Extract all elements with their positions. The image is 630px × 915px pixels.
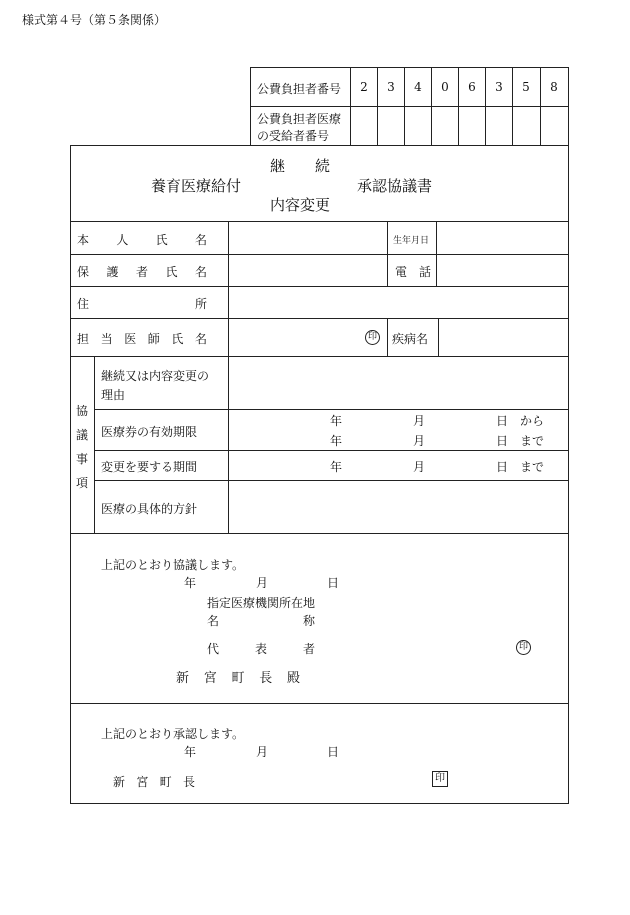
payer-digit: 3 — [495, 80, 503, 94]
title-benefit: 養育医療給付 — [151, 177, 242, 195]
institution-location-label: 指定医療機関所在地 — [207, 596, 316, 610]
validity-from-month: 月 — [413, 414, 426, 428]
validity-from-day: 日 から — [496, 414, 545, 428]
patient-name-label: 本 人 氏 名 — [77, 233, 207, 247]
request-year: 年 — [184, 576, 197, 590]
official-seal-mark: 印 — [432, 771, 448, 787]
representative-label: 代 表 者 — [207, 642, 315, 656]
payer-digit: 0 — [441, 80, 449, 94]
validity-from-year: 年 — [330, 414, 343, 428]
change-period-day: 日 まで — [496, 460, 545, 474]
payer-number-label: 公費負担者番号 — [257, 82, 342, 96]
payer-digit: 2 — [360, 80, 368, 94]
payer-digit: 8 — [550, 80, 558, 94]
representative-seal-mark: 印 — [516, 640, 531, 655]
approval-statement: 上記のとおり承認します。 — [101, 727, 245, 741]
recipient-number-label: 公費負担者医療 — [257, 112, 342, 126]
attending-doctor-label: 担 当 医 師 氏 名 — [77, 332, 207, 346]
phone-label: 電 話 — [395, 265, 432, 279]
payer-digit: 3 — [387, 80, 395, 94]
request-statement: 上記のとおり協議します。 — [101, 558, 245, 572]
request-day: 日 — [327, 576, 340, 590]
payer-digit: 6 — [468, 80, 476, 94]
treatment-policy-label: 医療の具体的方針 — [101, 502, 198, 516]
title-content-change: 内容変更 — [270, 196, 331, 214]
validity-until-year: 年 — [330, 434, 343, 448]
title-continuation: 継 続 — [270, 157, 331, 175]
ticket-validity-label: 医療券の有効期限 — [101, 425, 198, 439]
consultation-side-label: 協 議 事 項 — [76, 404, 89, 490]
recipient-number-label: の受給者番号 — [257, 129, 330, 143]
birthdate-label: 生年月日 — [393, 236, 430, 246]
address-label: 住 所 — [77, 297, 207, 311]
change-reason-label: 理由 — [101, 388, 126, 402]
payer-digit: 4 — [414, 80, 422, 94]
doctor-seal-mark: 印 — [365, 330, 380, 345]
guardian-name-label: 保 護 者 氏 名 — [77, 265, 207, 279]
institution-name-label: 名 称 — [207, 614, 315, 628]
disease-name-label: 疾病名 — [392, 332, 429, 346]
form-number: 様式第４号（第５条関係） — [22, 13, 167, 27]
change-period-month: 月 — [413, 460, 426, 474]
change-reason-label: 継続又は内容変更の — [101, 369, 210, 383]
change-period-label: 変更を要する期間 — [101, 460, 198, 474]
validity-until-month: 月 — [413, 434, 426, 448]
validity-until-day: 日 まで — [496, 434, 545, 448]
title-approval-request: 承認協議書 — [357, 177, 433, 195]
approval-day: 日 — [327, 745, 340, 759]
payer-digit: 5 — [522, 80, 530, 94]
addressee-mayor: 新 宮 町 長 殿 — [176, 671, 300, 686]
request-month: 月 — [256, 576, 269, 590]
approving-mayor: 新 宮 町 長 — [113, 775, 195, 789]
change-period-year: 年 — [330, 460, 343, 474]
approval-year: 年 — [184, 745, 197, 759]
approval-month: 月 — [256, 745, 269, 759]
